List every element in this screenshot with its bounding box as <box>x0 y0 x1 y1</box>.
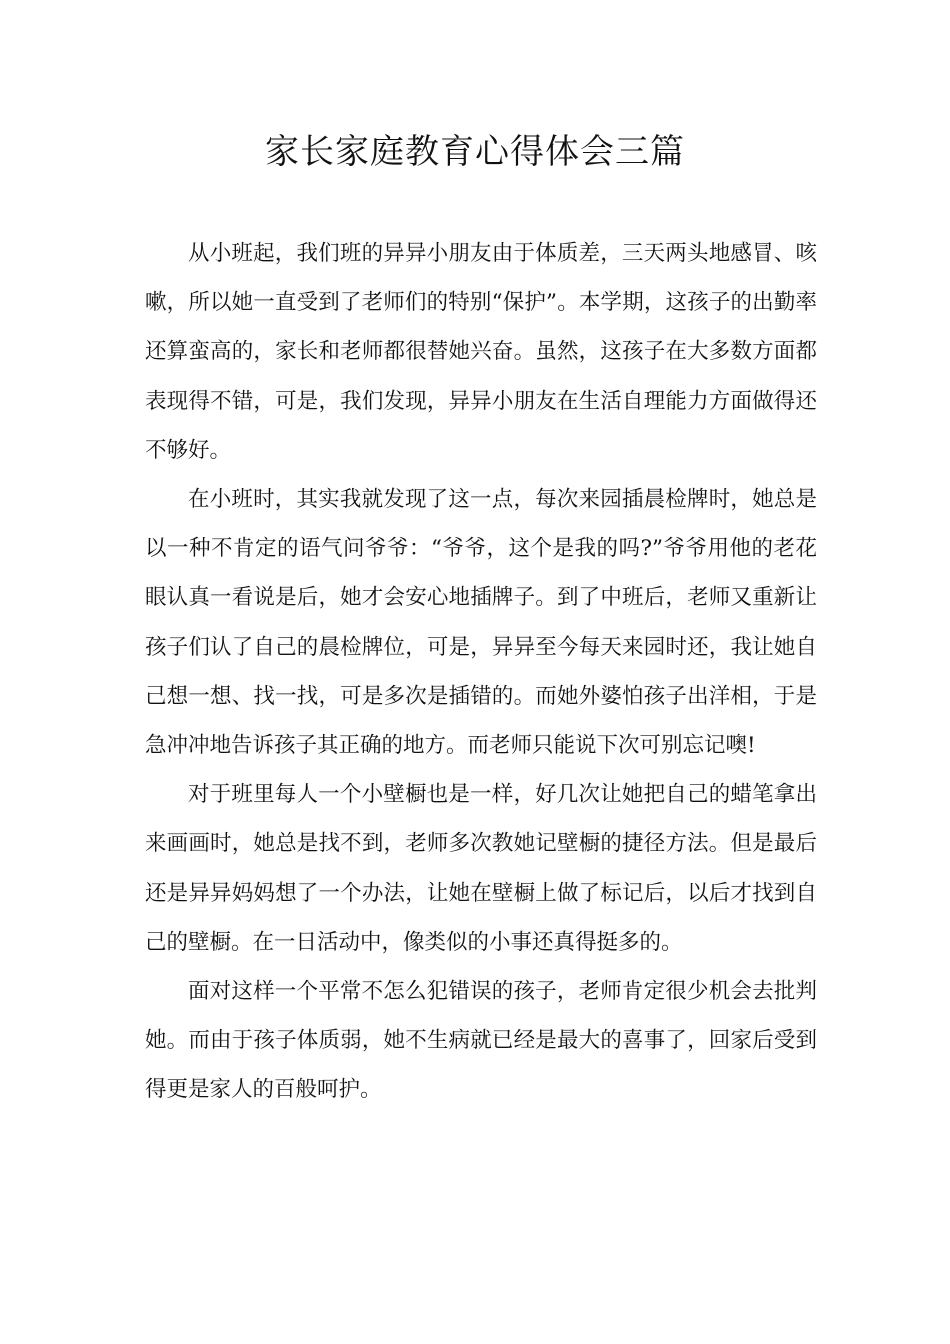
paragraph-4: 面对这样一个平常不怎么犯错误的孩子，老师肯定很少机会去批判她。而由于孩子体质弱，她不生病就已经是最大的喜事了，回家后受到得更是家人的百般呵护。 <box>145 979 817 1103</box>
page-title: 家长家庭教育心得体会三篇 <box>265 132 685 172</box>
article-body <box>145 229 817 1115</box>
paragraph-2: 在小班时，其实我就发现了这一点，每次来园插晨检牌时，她总是以一种不肯定的语气问爷爷：“爷爷，这个是我的吗?”爷爷用他的老花眼认真一看说是后，她才会安心地插牌子。到了中班后，老师又重新让孩子们认了自己的晨检牌位，可是，异异至今每天来园时还，我让她自己想一想、找一找，可是多次是插错的。而她外婆怕孩子出洋相，于是急冲冲地告诉孩子其正确的地方。而老师只能说下次可别忘记噢! <box>145 487 817 759</box>
paragraph-1: 从小班起，我们班的异异小朋友由于体质差，三天两头地感冒、咳嗽，所以她一直受到了老师们的特别“保护”。本学期，这孩子的出勤率还算蛮高的，家长和老师都很替她兴奋。虽然，这孩子在大多数方面都表现得不错，可是，我们发现，异异小朋友在生活自理能力方面做得还不够好。 <box>145 241 817 463</box>
paragraph-3: 对于班里每人一个小壁橱也是一样，好几次让她把自己的蜡笔拿出来画画时，她总是找不到，老师多次教她记壁橱的捷径方法。但是最后还是异异妈妈想了一个办法，让她在壁橱上做了标记后，以后才找到自己的壁橱。在一日活动中，像类似的小事还真得挺多的。 <box>145 782 817 955</box>
